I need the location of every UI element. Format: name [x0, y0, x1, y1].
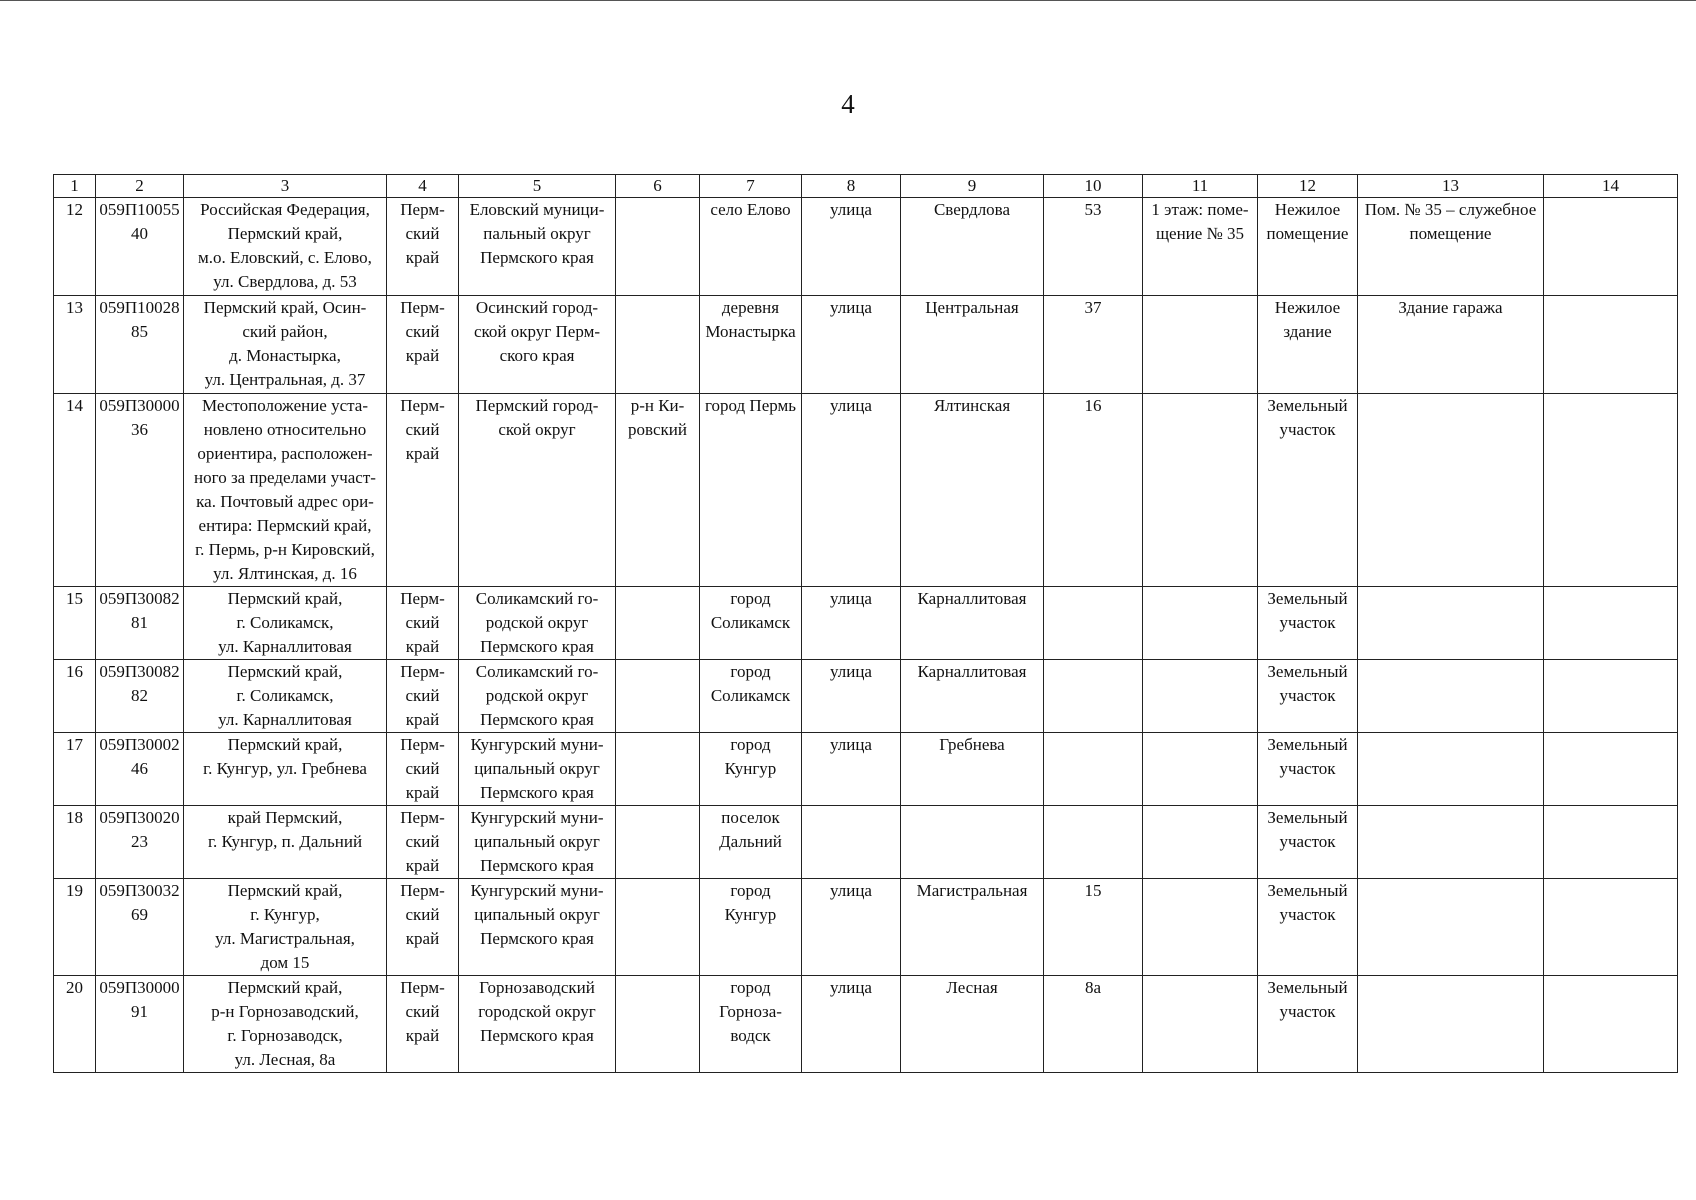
address-cell: край Пермский, г. Кунгур, п. Дальний [184, 806, 387, 879]
note-cell [1544, 879, 1678, 976]
premises-cell: 1 этаж: поме- щение № 35 [1143, 198, 1258, 296]
cadastral-code-cell: 059П30020 23 [96, 806, 184, 879]
row-number-cell: 20 [54, 976, 96, 1073]
premises-cell [1143, 296, 1258, 394]
district-cell [616, 198, 700, 296]
municipality-cell: Еловский муници- пальный округ Пермского края [459, 198, 616, 296]
object-name-cell [1358, 976, 1544, 1073]
region-cell: Перм- ский край [387, 879, 459, 976]
object-name-cell [1358, 879, 1544, 976]
district-cell [616, 976, 700, 1073]
note-cell [1544, 587, 1678, 660]
table-row [54, 660, 1678, 733]
note-cell [1544, 660, 1678, 733]
object-name-cell [1358, 806, 1544, 879]
page-number: 4 [841, 89, 855, 119]
street-type-cell: улица [802, 660, 901, 733]
premises-cell [1143, 394, 1258, 587]
column-header: 6 [616, 175, 700, 198]
street-name-cell: Центральная [901, 296, 1044, 394]
row-number-cell: 14 [54, 394, 96, 587]
row-number-cell: 12 [54, 198, 96, 296]
cadastral-code-cell: 059П10028 85 [96, 296, 184, 394]
house-number-cell: 16 [1044, 394, 1143, 587]
object-name-cell [1358, 587, 1544, 660]
column-header: 12 [1258, 175, 1358, 198]
address-cell: Пермский край, г. Кунгур, ул. Гребнева [184, 733, 387, 806]
settlement-cell: город Пермь [700, 394, 802, 587]
region-cell: Перм- ский край [387, 296, 459, 394]
table-row [54, 806, 1678, 879]
table-row [54, 587, 1678, 660]
settlement-cell: город Горноза- водск [700, 976, 802, 1073]
object-type-cell: Земельный участок [1258, 660, 1358, 733]
street-name-cell [901, 806, 1044, 879]
settlement-cell: село Елово [700, 198, 802, 296]
cadastral-code-cell: 059П30082 81 [96, 587, 184, 660]
street-type-cell: улица [802, 733, 901, 806]
district-cell: р-н Ки- ровский [616, 394, 700, 587]
row-number-cell: 17 [54, 733, 96, 806]
column-header: 5 [459, 175, 616, 198]
object-type-cell: Земельный участок [1258, 806, 1358, 879]
district-cell [616, 879, 700, 976]
region-cell: Перм- ский край [387, 587, 459, 660]
premises-cell [1143, 660, 1258, 733]
cadastral-code-cell: 059П30082 82 [96, 660, 184, 733]
street-name-cell: Лесная [901, 976, 1044, 1073]
street-name-cell: Ялтинская [901, 394, 1044, 587]
column-header: 2 [96, 175, 184, 198]
premises-cell [1143, 733, 1258, 806]
municipality-cell: Кунгурский муни- ципальный округ Пермского края [459, 733, 616, 806]
municipality-cell: Осинский город- ской округ Перм- ского края [459, 296, 616, 394]
row-number-cell: 18 [54, 806, 96, 879]
table-row [54, 879, 1678, 976]
settlement-cell: город Кунгур [700, 879, 802, 976]
table-row [54, 296, 1678, 394]
address-cell: Пермский край, г. Соликамск, ул. Карналлитовая [184, 660, 387, 733]
house-number-cell: 37 [1044, 296, 1143, 394]
table-row [54, 198, 1678, 296]
object-name-cell [1358, 394, 1544, 587]
settlement-cell: город Соликамск [700, 587, 802, 660]
premises-cell [1143, 806, 1258, 879]
object-type-cell: Нежилое здание [1258, 296, 1358, 394]
settlement-cell: поселок Дальний [700, 806, 802, 879]
district-cell [616, 733, 700, 806]
column-header: 3 [184, 175, 387, 198]
cadastral-code-cell: 059П10055 40 [96, 198, 184, 296]
street-type-cell: улица [802, 879, 901, 976]
cadastral-code-cell: 059П30000 36 [96, 394, 184, 587]
municipality-cell: Кунгурский муни- ципальный округ Пермского края [459, 806, 616, 879]
street-type-cell: улица [802, 976, 901, 1073]
district-cell [616, 806, 700, 879]
row-number-cell: 13 [54, 296, 96, 394]
object-name-cell [1358, 733, 1544, 806]
district-cell [616, 296, 700, 394]
settlement-cell: город Кунгур [700, 733, 802, 806]
object-name-cell: Пом. № 35 – служебное помещение [1358, 198, 1544, 296]
address-cell: Пермский край, г. Кунгур, ул. Магистральная, дом 15 [184, 879, 387, 976]
row-number-cell: 15 [54, 587, 96, 660]
street-type-cell: улица [802, 394, 901, 587]
cadastral-code-cell: 059П30032 69 [96, 879, 184, 976]
house-number-cell [1044, 587, 1143, 660]
note-cell [1544, 296, 1678, 394]
house-number-cell [1044, 660, 1143, 733]
column-header: 11 [1143, 175, 1258, 198]
note-cell [1544, 394, 1678, 587]
top-scan-edge [0, 0, 1696, 1]
address-cell: Пермский край, р-н Горнозаводский, г. Горнозаводск, ул. Лесная, 8а [184, 976, 387, 1073]
object-name-cell: Здание гаража [1358, 296, 1544, 394]
column-header: 14 [1544, 175, 1678, 198]
column-header: 9 [901, 175, 1044, 198]
region-cell: Перм- ский край [387, 660, 459, 733]
row-number-cell: 16 [54, 660, 96, 733]
district-cell [616, 587, 700, 660]
house-number-cell: 8а [1044, 976, 1143, 1073]
note-cell [1544, 198, 1678, 296]
object-name-cell [1358, 660, 1544, 733]
object-type-cell: Земельный участок [1258, 587, 1358, 660]
municipality-cell: Соликамский го- родской округ Пермского края [459, 587, 616, 660]
object-type-cell: Земельный участок [1258, 976, 1358, 1073]
table-row [54, 976, 1678, 1073]
column-header: 7 [700, 175, 802, 198]
object-type-cell: Земельный участок [1258, 394, 1358, 587]
region-cell: Перм- ский край [387, 806, 459, 879]
region-cell: Перм- ский край [387, 394, 459, 587]
object-type-cell: Земельный участок [1258, 879, 1358, 976]
column-header: 10 [1044, 175, 1143, 198]
street-name-cell: Магистральная [901, 879, 1044, 976]
house-number-cell [1044, 733, 1143, 806]
street-type-cell: улица [802, 296, 901, 394]
row-number-cell: 19 [54, 879, 96, 976]
note-cell [1544, 733, 1678, 806]
municipality-cell: Соликамский го- родской округ Пермского края [459, 660, 616, 733]
column-header: 4 [387, 175, 459, 198]
premises-cell [1143, 587, 1258, 660]
premises-cell [1143, 879, 1258, 976]
street-type-cell: улица [802, 198, 901, 296]
cadastral-code-cell: 059П30000 91 [96, 976, 184, 1073]
region-cell: Перм- ский край [387, 198, 459, 296]
column-header: 13 [1358, 175, 1544, 198]
district-cell [616, 660, 700, 733]
settlement-cell: деревня Монастырка [700, 296, 802, 394]
street-name-cell: Карналлитовая [901, 587, 1044, 660]
municipality-cell: Горнозаводский городской округ Пермского края [459, 976, 616, 1073]
region-cell: Перм- ский край [387, 976, 459, 1073]
registry-table [53, 174, 1678, 1073]
object-type-cell: Земельный участок [1258, 733, 1358, 806]
house-number-cell: 53 [1044, 198, 1143, 296]
table-row [54, 733, 1678, 806]
address-cell: Пермский край, Осин- ский район, д. Монастырка, ул. Центральная, д. 37 [184, 296, 387, 394]
note-cell [1544, 976, 1678, 1073]
premises-cell [1143, 976, 1258, 1073]
street-name-cell: Гребнева [901, 733, 1044, 806]
column-header: 1 [54, 175, 96, 198]
column-header: 8 [802, 175, 901, 198]
note-cell [1544, 806, 1678, 879]
cadastral-code-cell: 059П30002 46 [96, 733, 184, 806]
street-name-cell: Свердлова [901, 198, 1044, 296]
registry-rows [54, 198, 1678, 1073]
address-cell: Местоположение уста- новлено относительно ориентира, расположен- ного за пределами участ- ка. Почтовый адрес ори- ентира: Пермский край, г. Пермь, р-н Кировский, ул. Ялтинская, д. 16 [184, 394, 387, 587]
street-type-cell: улица [802, 587, 901, 660]
municipality-cell: Пермский город- ской округ [459, 394, 616, 587]
house-number-cell [1044, 806, 1143, 879]
region-cell: Перм- ский край [387, 733, 459, 806]
street-name-cell: Карналлитовая [901, 660, 1044, 733]
object-type-cell: Нежилое помещение [1258, 198, 1358, 296]
house-number-cell: 15 [1044, 879, 1143, 976]
settlement-cell: город Соликамск [700, 660, 802, 733]
address-cell: Российская Федерация, Пермский край, м.о. Еловский, с. Елово, ул. Свердлова, д. 53 [184, 198, 387, 296]
table-row [54, 394, 1678, 587]
street-type-cell [802, 806, 901, 879]
header-row [54, 175, 1678, 198]
address-cell: Пермский край, г. Соликамск, ул. Карналлитовая [184, 587, 387, 660]
municipality-cell: Кунгурский муни- ципальный округ Пермского края [459, 879, 616, 976]
